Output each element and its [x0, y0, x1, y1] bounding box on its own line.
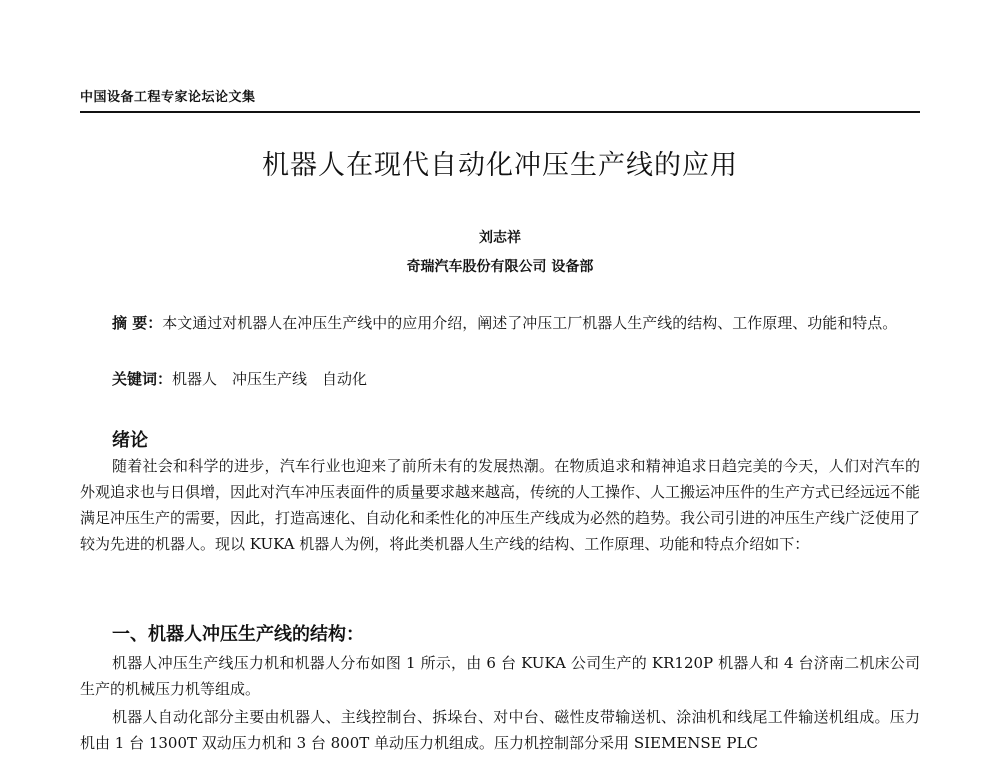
abstract-paragraph	[80, 310, 920, 336]
section1-paragraph-1: 机器人冲压生产线压力机和机器人分布如图 1 所示，由 6 台 KUKA 公司生产的 KR120P 机器人和 4 台济南二机床公司生产的机械压力机等组成。	[80, 654, 920, 698]
section1-paragraph-2: 机器人自动化部分主要由机器人、主线控制台、拆垛台、对中台、磁性皮带输送机、涂油机和线尾工件输送机组成。压力机由 1 台 1300T 双动压力机和 3 台 800T 单动压力机组成。压力机控制部分采用 SIEMENSE PLC	[80, 708, 920, 752]
keywords-text: 机器人 冲压生产线 自动化	[172, 370, 368, 388]
abstract-label: 摘 要：	[112, 314, 163, 332]
running-header: 中国设备工程专家论坛论文集	[80, 86, 920, 113]
author-name: 刘志祥	[479, 230, 521, 246]
abstract-text: 本文通过对机器人在冲压生产线中的应用介绍，阐述了冲压工厂机器人生产线的结构、工作原理、功能和特点。	[162, 314, 898, 332]
keywords-label: 关键词：	[112, 370, 173, 388]
intro-heading: 绪论	[112, 430, 148, 451]
keywords-paragraph	[80, 366, 920, 392]
section1-heading: 一、机器人冲压生产线的结构：	[112, 624, 364, 645]
intro-paragraph: 随着社会和科学的进步，汽车行业也迎来了前所未有的发展热潮。在物质追求和精神追求日趋完美的今天，人们对汽车的外观追求也与日俱增，因此对汽车冲压表面件的质量要求越来越高，传统的人工操作、人工搬运冲压件的生产方式已经远远不能满足冲压生产的需要，因此，打造高速化、自动化和柔性化的冲压生产线成为必然的趋势。我公司引进的冲压生产线广泛使用了较为先进的机器人。现以 KUKA 机器人为例，将此类机器人生产线的结构、工作原理、功能和特点介绍如下：	[80, 457, 921, 553]
author-affiliation: 奇瑞汽车股份有限公司 设备部	[406, 259, 594, 275]
paper-title: 机器人在现代自动化冲压生产线的应用	[262, 150, 738, 181]
